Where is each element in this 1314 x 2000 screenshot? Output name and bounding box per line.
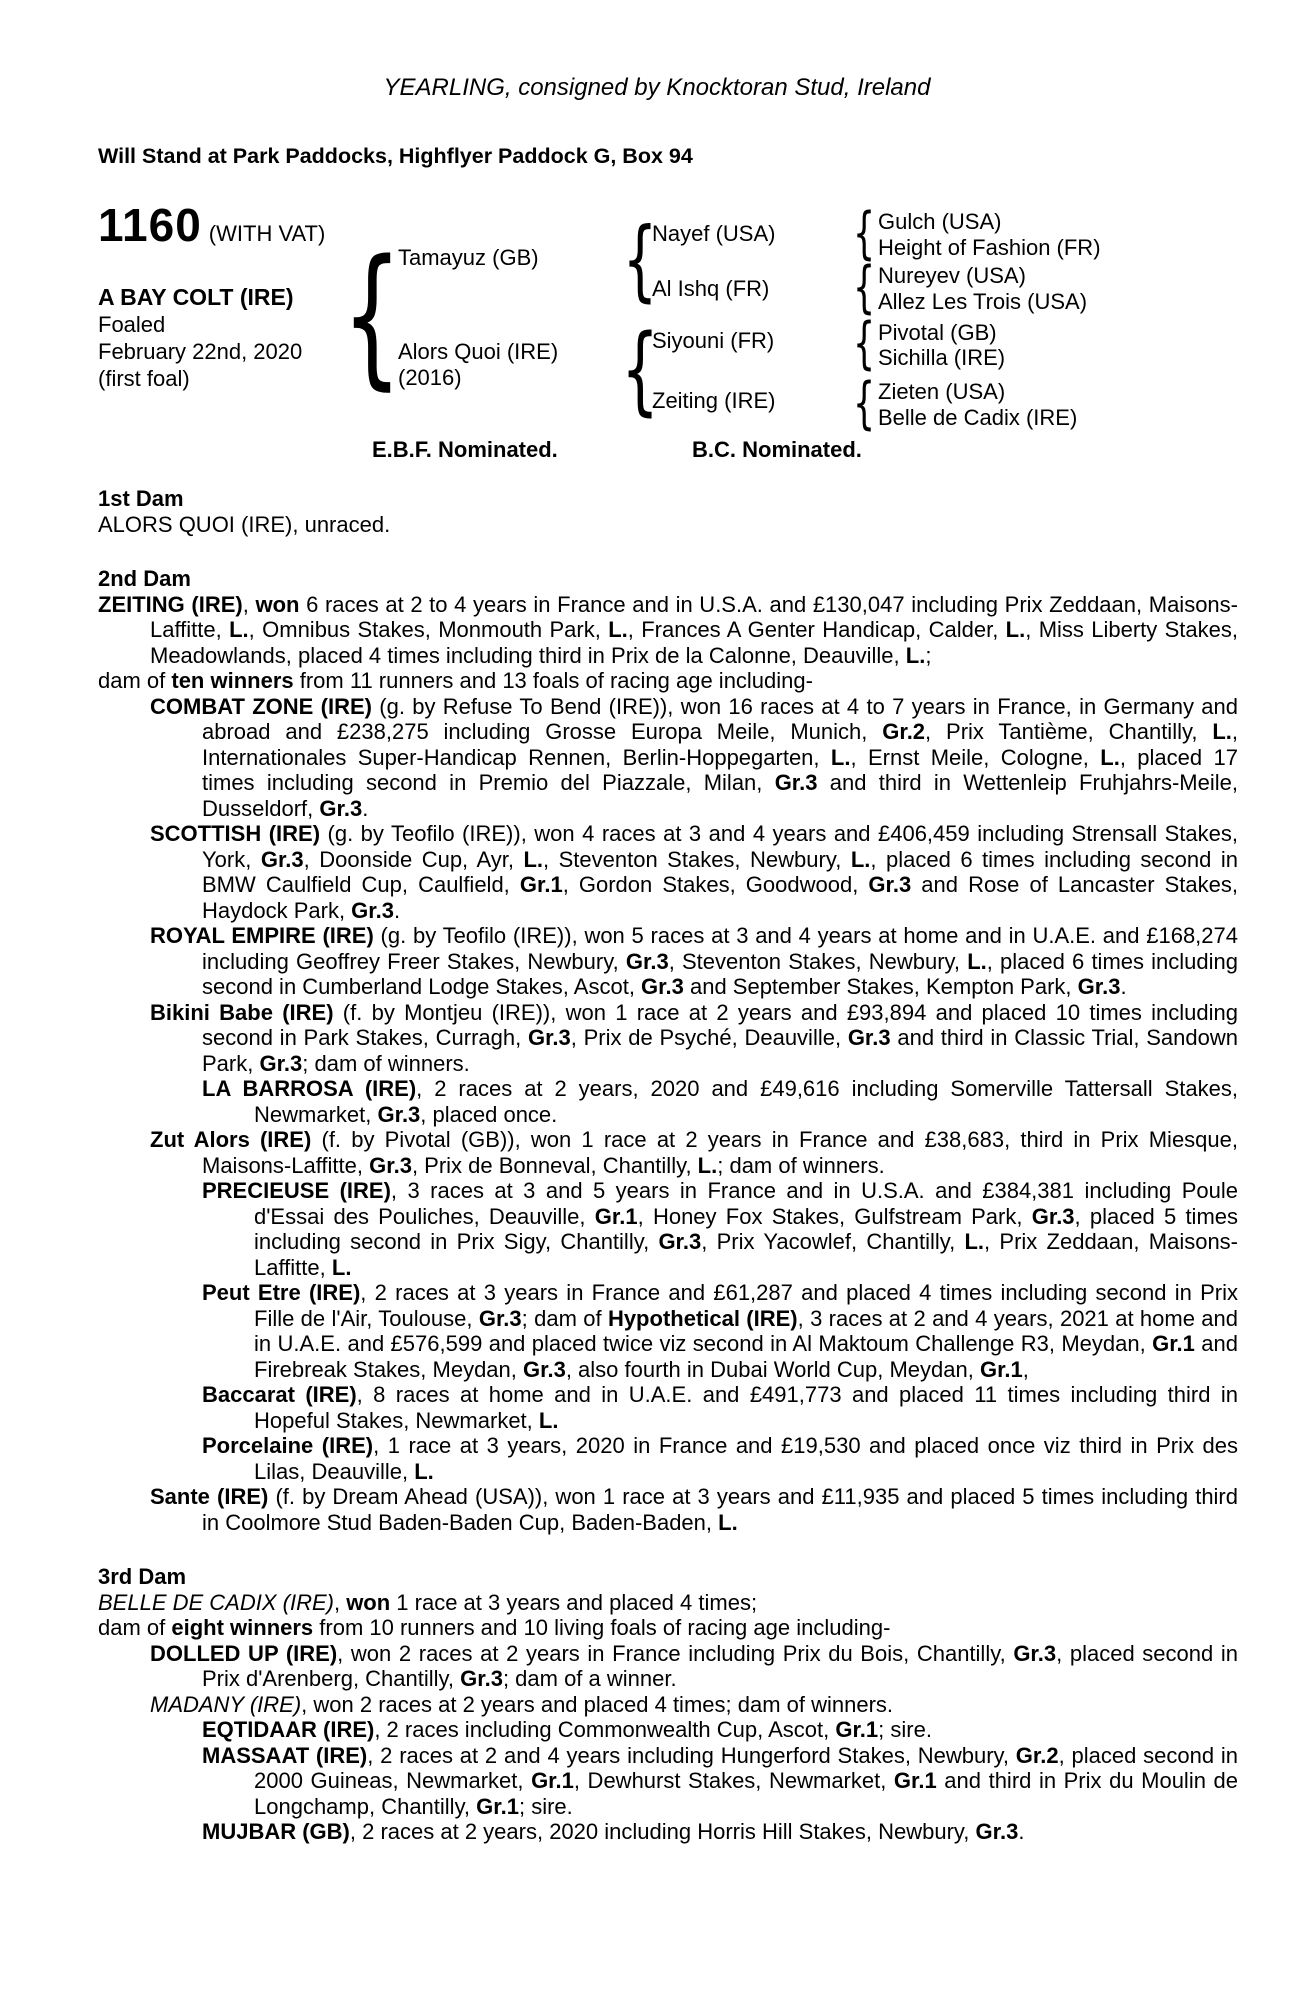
pedigree-paragraph: Zut Alors (IRE) (f. by Pivotal (GB)), won 1 race at 2 years in France and £38,683, third in Prix Miesque, Maisons-Laffitte, Gr.3, Prix de Bonneval, Chantilly, L.; dam of winners. (150, 1127, 1238, 1178)
grandparent-nureyev: Nureyev (USA) (878, 263, 1026, 288)
consignment-title: YEARLING, consigned by Knocktoran Stud, Ireland (383, 74, 931, 101)
pedigree-paragraph: SCOTTISH (IRE) (g. by Teofilo (IRE)), won 4 races at 3 and 4 years and £406,459 including Strensall Stakes, York, Gr.3, Doonside Cup, Ayr, L., Steventon Stakes, Newbury, L., placed 6 times including second in BMW Caulfield Cup, Caulfield, Gr.1, Gordon Stakes, Goodwood, Gr.3 and Rose of Lancaster Stakes, Haydock Park, Gr.3. (150, 821, 1238, 923)
dam-sire-name: Siyouni (FR) (652, 328, 775, 353)
pedigree-paragraph: EQTIDAAR (IRE), 2 races including Commonwealth Cup, Ascot, Gr.1; sire. (202, 1717, 932, 1742)
pedigree-paragraph: MUJBAR (GB), 2 races at 2 years, 2020 including Horris Hill Stakes, Newbury, Gr.3. (202, 1819, 1025, 1844)
grandparent-pivotal: Pivotal (GB) (878, 320, 997, 345)
pedigree-brace-sire-dam (853, 260, 875, 316)
ebf-nomination: E.B.F. Nominated. (372, 437, 558, 462)
dam-name-text: Alors Quoi (IRE) (398, 339, 559, 364)
dam-dam-name: Zeiting (IRE) (652, 388, 776, 413)
grandparent-allez-les-trois: Allez Les Trois (USA) (878, 289, 1088, 314)
pedigree-paragraph: ALORS QUOI (IRE), unraced. (98, 511, 391, 537)
pedigree-paragraph: Bikini Babe (IRE) (f. by Montjeu (IRE)), won 1 race at 2 years and £93,894 and placed 10 times including second in Park Stakes, Curragh, Gr.3, Prix de Psyché, Deauville, Gr.3 and third in Classic Trial, Sandown Park, Gr.3; dam of winners. (150, 999, 1239, 1076)
sire-sire-name: Nayef (USA) (652, 221, 776, 246)
dam-year: (2016) (398, 365, 462, 390)
pedigree-paragraph: BELLE DE CADIX (IRE), won 1 race at 3 years and placed 4 times; (98, 1589, 758, 1615)
grandparent-zieten: Zieten (USA) (878, 379, 1006, 404)
pedigree-paragraph: dam of eight winners from 10 runners and 10 living foals of racing age including- (98, 1615, 891, 1640)
pedigree-paragraph: dam of ten winners from 11 runners and 13 foals of racing age including- (98, 668, 813, 693)
section-2nd-dam (98, 566, 1238, 1535)
section-3rd-dam (98, 1564, 1238, 1845)
vat-note: (WITH VAT) (208, 221, 326, 246)
pedigree-paragraph: Porcelaine (IRE), 1 race at 3 years, 2020 in France and £19,530 and placed once viz third in Prix des Lilas, Deauville, L. (202, 1433, 1238, 1484)
pedigree-brace-dam-sire (853, 316, 875, 372)
foal-note: (first foal) (98, 366, 190, 391)
dam-sections (98, 486, 1238, 1845)
pedigree-paragraph: COMBAT ZONE (IRE) (g. by Refuse To Bend (IRE)), won 16 races at 4 to 7 years in France, in Germany and abroad and £238,275 including Grosse Europa Meile, Munich, Gr.2, Prix Tantième, Chantilly, L., Internationales Super-Handicap Rennen, Berlin-Hoppegarten, L., Ernst Meile, Cologne, L., placed 17 times including second in Premio del Piazzale, Milan, Gr.3 and third in Wettenleip Fruhjahrs-Meile, Dusseldorf, Gr.3. (150, 693, 1238, 821)
grandparent-sichilla: Sichilla (IRE) (878, 345, 1006, 370)
section-1st-dam (98, 486, 1238, 537)
pedigree-paragraph: Peut Etre (IRE), 2 races at 3 years in France and £61,287 and placed 4 times including second in Prix Fille de l'Air, Toulouse, Gr.3; dam of Hypothetical (IRE), 3 races at 2 and 4 years, 2021 at home and in U.A.E. and £576,599 and placed twice viz second in Al Maktoum Challenge R3, Meydan, Gr.1 and Firebreak Stakes, Meydan, Gr.3, also fourth in Dubai World Cup, Meydan, Gr.1, (202, 1280, 1239, 1382)
pedigree-paragraph: MASSAAT (IRE), 2 races at 2 and 4 years including Hungerford Stakes, Newbury, Gr.2, placed second in 2000 Guineas, Newmarket, Gr.1, Dewhurst Stakes, Newmarket, Gr.1 and third in Prix du Moulin de Longchamp, Chantilly, Gr.1; sire. (202, 1742, 1238, 1819)
pedigree-paragraph: MADANY (IRE), won 2 races at 2 years and placed 4 times; dam of winners. (150, 1691, 894, 1717)
pedigree-paragraph: DOLLED UP (IRE), won 2 races at 2 years in France including Prix du Bois, Chantilly, Gr.3, placed second in Prix d'Arenberg, Chantilly, Gr.3; dam of a winner. (150, 1640, 1238, 1691)
dam-name (398, 339, 558, 391)
section-paragraphs (98, 1590, 1238, 1845)
grandparent-gulch: Gulch (USA) (878, 209, 1002, 234)
pedigree-paragraph: Sante (IRE) (f. by Dream Ahead (USA)), won 1 race at 3 years and £11,935 and placed 5 times including third in Coolmore Stud Baden-Baden Cup, Baden-Baden, L. (150, 1484, 1238, 1535)
lot-number-line (98, 198, 325, 252)
stand-location: Will Stand at Park Paddocks, Highflyer Paddock G, Box 94 (98, 144, 693, 168)
pedigree-paragraph: Baccarat (IRE), 8 races at home and in U.A.E. and £491,773 and placed 11 times including third in Hopeful Stakes, Newmarket, L. (202, 1382, 1238, 1433)
grandparent-height-of-fashion: Height of Fashion (FR) (878, 235, 1101, 260)
lot-number: 1160 (98, 199, 202, 251)
section-heading: 2nd Dam (98, 566, 191, 591)
section-heading: 1st Dam (98, 486, 184, 511)
section-heading: 3rd Dam (98, 1564, 187, 1589)
grandparent-belle-de-cadix: Belle de Cadix (IRE) (878, 405, 1078, 430)
bc-nomination: B.C. Nominated. (692, 437, 862, 462)
sire-dam-name: Al Ishq (FR) (652, 276, 770, 301)
pedigree-brace-main (342, 240, 402, 392)
foaled-label: Foaled (98, 312, 166, 337)
pedigree-paragraph: LA BARROSA (IRE), 2 races at 2 years, 2020 and £49,616 including Somerville Tattersall Stakes, Newmarket, Gr.3, placed once. (202, 1076, 1239, 1127)
pedigree-brace-dam-dam (853, 376, 875, 432)
pedigree-paragraph: ZEITING (IRE), won 6 races at 2 to 4 years in France and in U.S.A. and £130,047 including Prix Zeddaan, Maisons-Laffitte, L., Omnibus Stakes, Monmouth Park, L., Frances A Genter Handicap, Calder, L., Miss Liberty Stakes, Meadowlands, placed 4 times including third in Prix de la Calonne, Deauville, L.; (98, 591, 1238, 668)
section-paragraphs (98, 592, 1238, 1536)
foaled-date: February 22nd, 2020 (98, 339, 303, 364)
section-paragraphs (98, 512, 1238, 538)
pedigree-paragraph: ROYAL EMPIRE (IRE) (g. by Teofilo (IRE)), won 5 races at 3 and 4 years at home and in U.A.E. and £168,274 including Geoffrey Freer Stakes, Newbury, Gr.3, Steventon Stakes, Newbury, L., placed 6 times including second in Cumberland Lodge Stakes, Ascot, Gr.3 and September Stakes, Kempton Park, Gr.3. (150, 923, 1239, 999)
horse-description: A BAY COLT (IRE) (98, 284, 294, 310)
pedigree-paragraph: PRECIEUSE (IRE), 3 races at 3 and 5 years in France and in U.S.A. and £384,381 including Poule d'Essai des Pouliches, Deauville, Gr.1, Honey Fox Stakes, Gulfstream Park, Gr.3, placed 5 times including second in Prix Sigy, Chantilly, Gr.3, Prix Yacowlef, Chantilly, L., Prix Zeddaan, Maisons-Laffitte, L. (202, 1178, 1239, 1280)
sire-name: Tamayuz (GB) (398, 245, 539, 270)
pedigree-brace-sire-sire (853, 206, 875, 262)
